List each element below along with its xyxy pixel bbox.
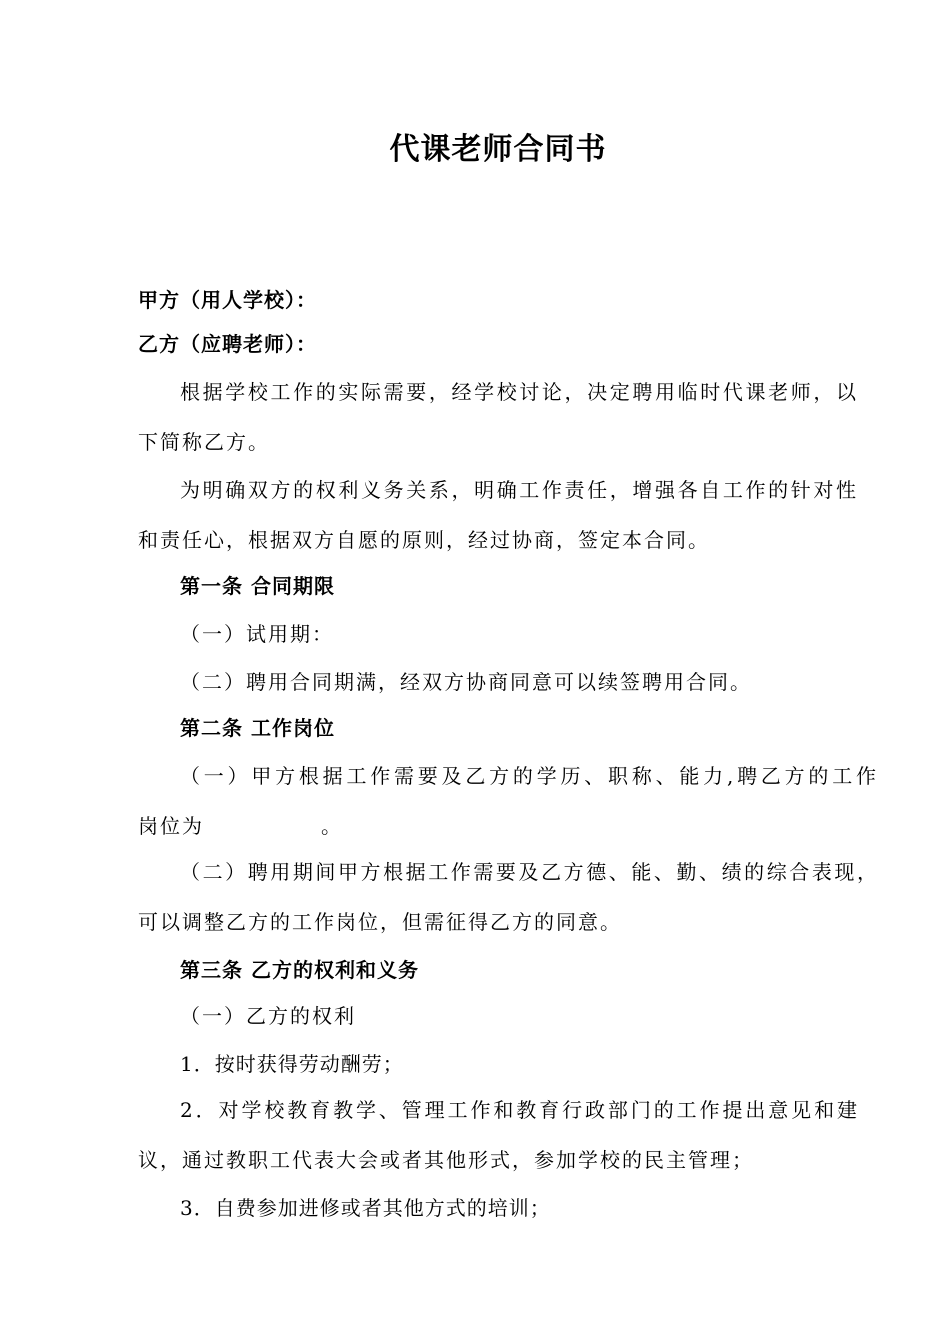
article-3-right-3: 3．自费参加进修或者其他方式的培训； — [180, 1196, 551, 1220]
article-3-right-2-line-2: 议，通过教职工代表大会或者其他形式，参加学校的民主管理； — [138, 1148, 754, 1172]
article-1-item-2: （二）聘用合同期满，经双方协商同意可以续签聘用合同。 — [180, 670, 752, 694]
intro-paragraph-1-line-1: 根据学校工作的实际需要，经学校讨论，决定聘用临时代课老师，以 — [180, 380, 858, 404]
document-title: 代课老师合同书 — [389, 132, 607, 167]
article-2-item-2-line-1: （二）聘用期间甲方根据工作需要及乙方德、能、勤、绩的综合表现， — [180, 860, 878, 884]
intro-paragraph-2-line-2: 和责任心，根据双方自愿的原则，经过协商，签定本合同。 — [138, 528, 710, 552]
article-3-right-2-line-1: 2．对学校教育教学、管理工作和教育行政部门的工作提出意见和建 — [180, 1098, 858, 1122]
article-1-item-1: （一）试用期： — [180, 622, 334, 646]
intro-paragraph-1-line-2: 下简称乙方。 — [138, 430, 270, 454]
article-2-item-2-line-2: 可以调整乙方的工作岗位，但需征得乙方的同意。 — [138, 910, 622, 934]
article-2-item-1-line-1: （一）甲方根据工作需要及乙方的学历、职称、能力,聘乙方的工作 — [180, 764, 878, 788]
party-a-label: 甲方（用人学校）： — [138, 288, 317, 312]
article-3-right-1: 1．按时获得劳动酬劳； — [180, 1052, 404, 1076]
article-3-heading: 第三条 乙方的权利和义务 — [180, 958, 419, 982]
article-2-item-1-line-2: 岗位为 。 — [138, 814, 344, 838]
intro-paragraph-2-line-1: 为明确双方的权利义务关系，明确工作责任，增强各自工作的针对性 — [180, 478, 858, 502]
party-b-label: 乙方（应聘老师）： — [138, 332, 317, 356]
article-3-section-1: （一）乙方的权利 — [180, 1004, 356, 1028]
article-1-heading: 第一条 合同期限 — [180, 574, 335, 598]
article-2-heading: 第二条 工作岗位 — [180, 716, 335, 740]
